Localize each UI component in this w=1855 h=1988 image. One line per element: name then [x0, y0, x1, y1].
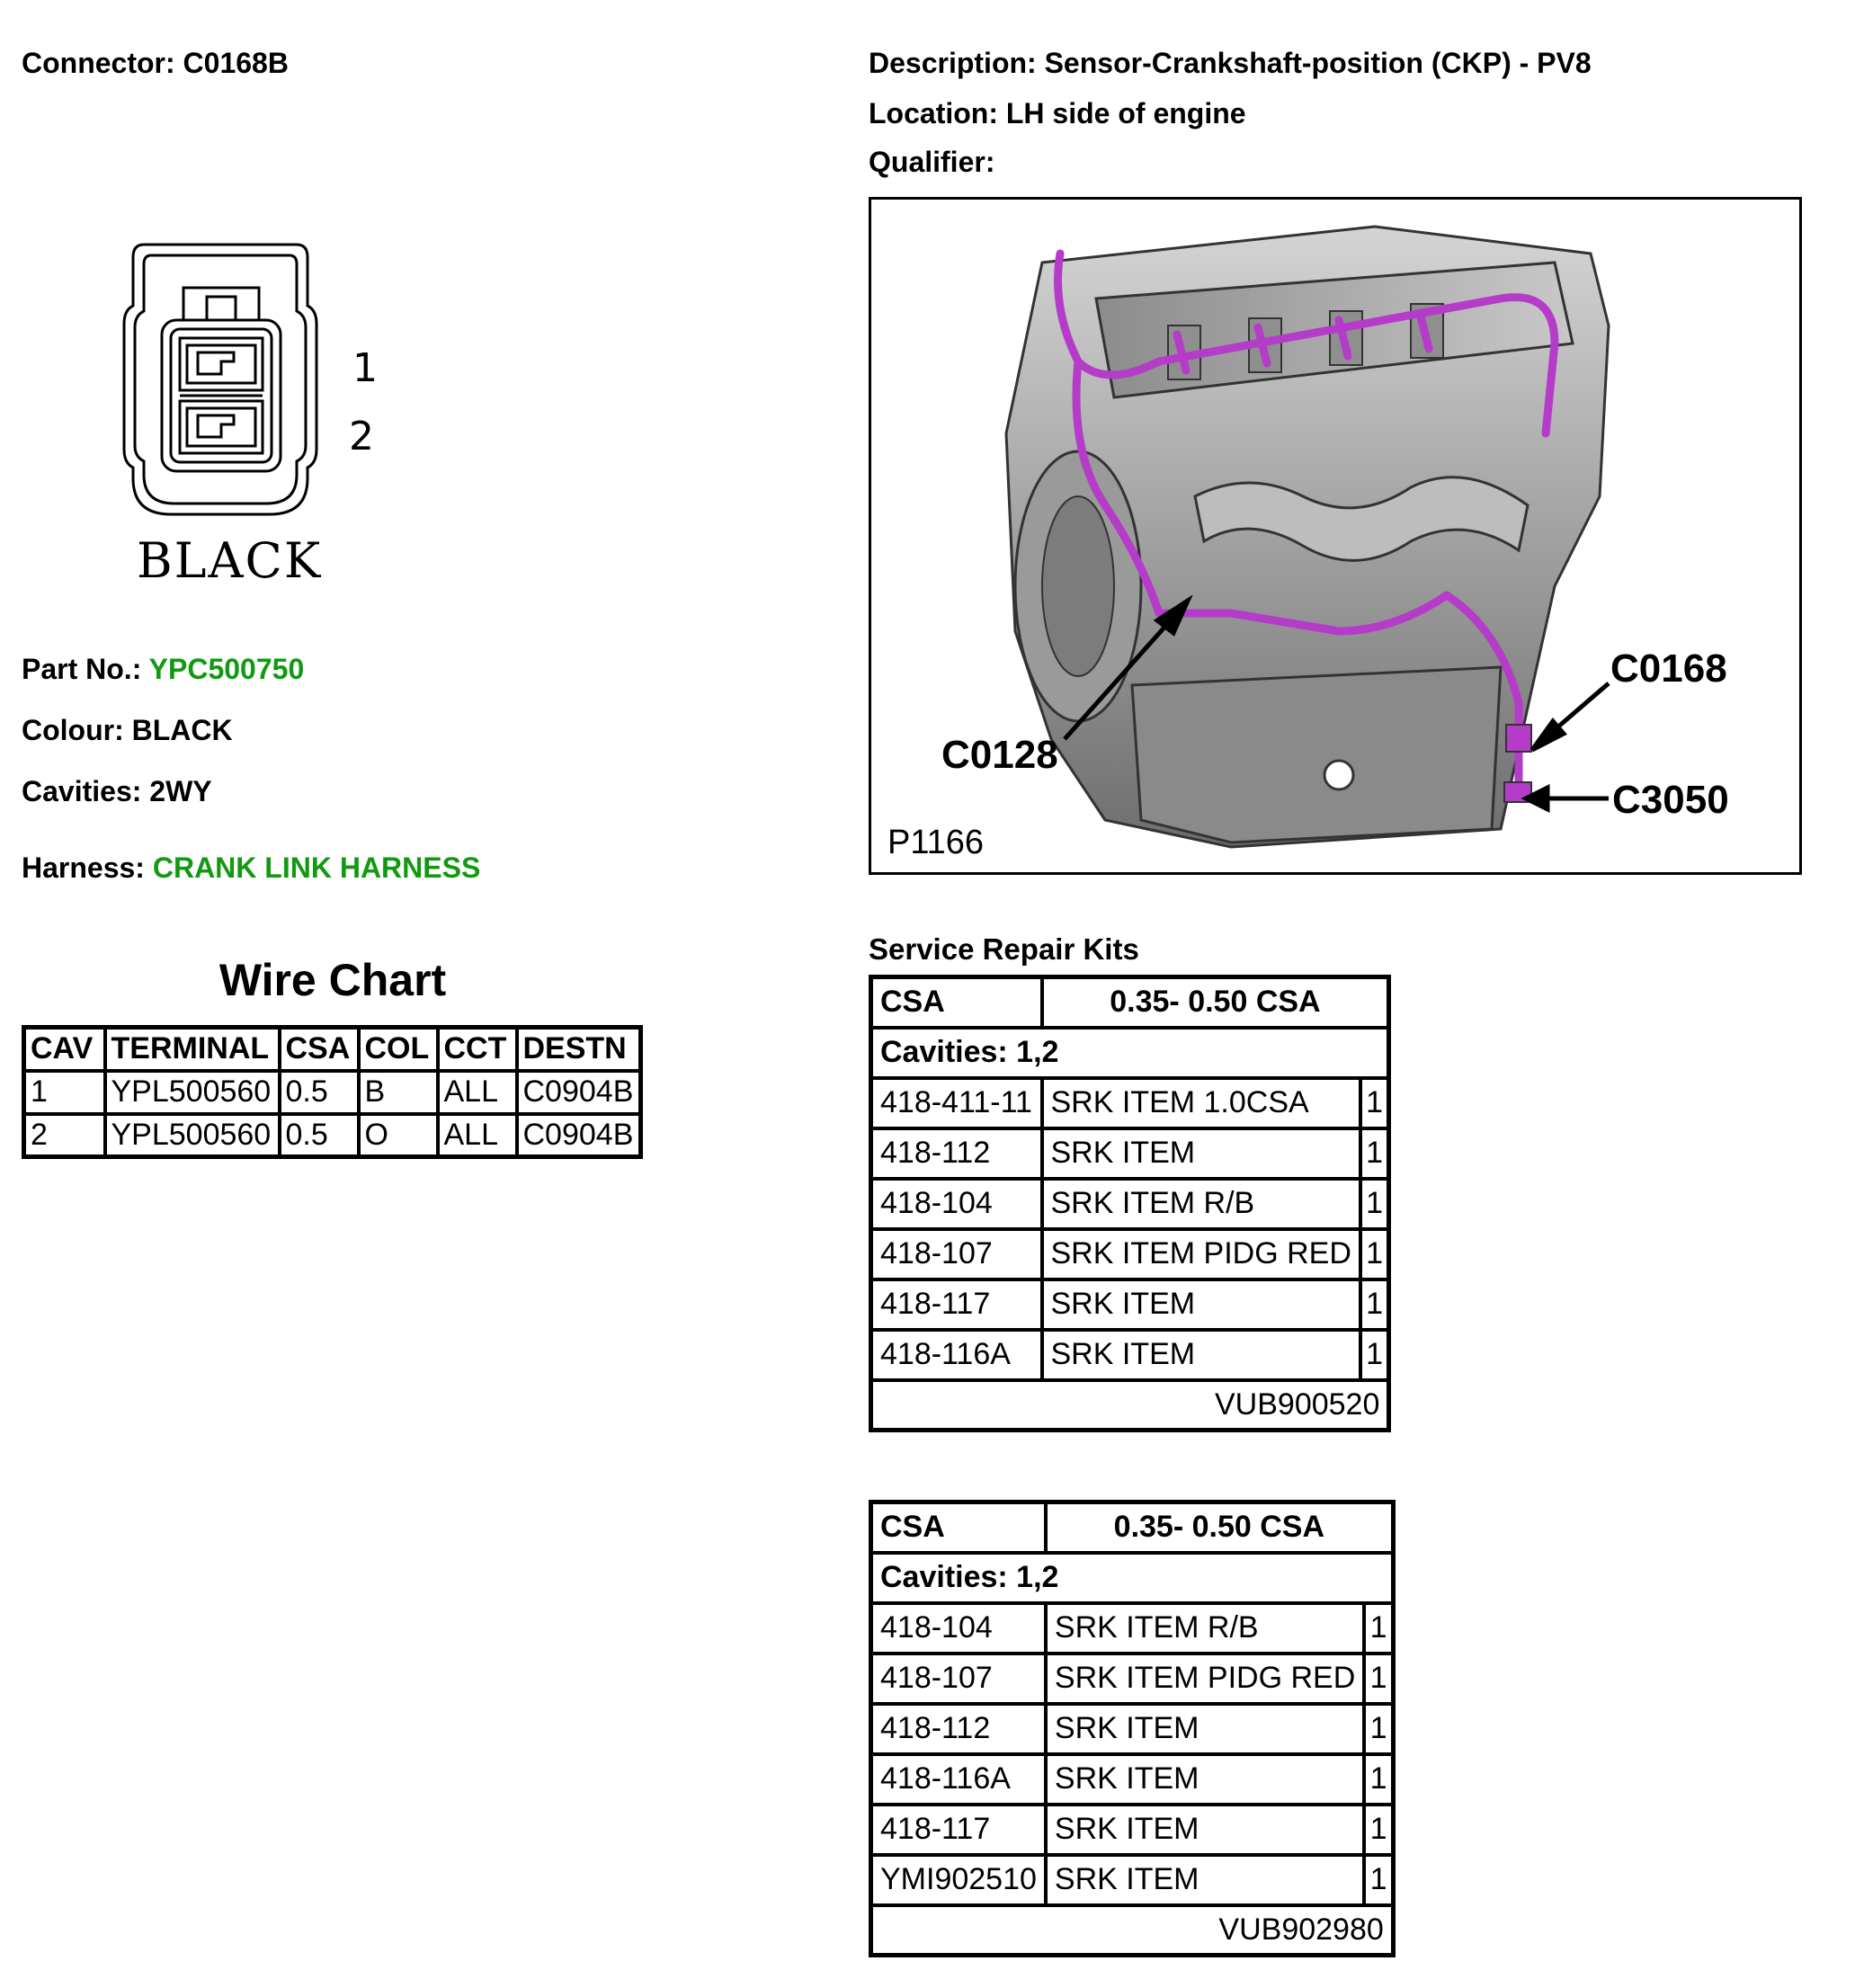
- table-row: [871, 1229, 1389, 1279]
- pin-2-number: 2: [349, 414, 374, 459]
- kit-item-qty: 1: [1364, 1754, 1393, 1805]
- wire-chart-table: [22, 1025, 643, 1159]
- cell-destn: C0904B: [517, 1071, 641, 1114]
- wire-chart-title: Wire Chart: [218, 955, 447, 1005]
- col-terminal: TERMINAL: [105, 1028, 280, 1071]
- kit-cavities: Cavities: 1,2: [871, 1028, 1389, 1078]
- location-line: [869, 95, 1246, 131]
- kit-item-desc: SRK ITEM: [1046, 1754, 1364, 1805]
- kit-item-qty: 1: [1364, 1654, 1393, 1704]
- kit-item-code: 418-411-11: [871, 1078, 1042, 1128]
- repair-kit-table-1: [869, 975, 1391, 1432]
- table-row: [871, 1654, 1394, 1704]
- kit-item-desc: SRK ITEM PIDG RED: [1046, 1654, 1364, 1704]
- repair-kit-table-2: [869, 1500, 1396, 1957]
- description-line: [869, 45, 1592, 81]
- col-destn: DESTN: [517, 1028, 641, 1071]
- cell-cct: ALL: [438, 1114, 517, 1157]
- col-cav: CAV: [24, 1028, 105, 1071]
- table-row: [871, 1855, 1394, 1905]
- kit-item-code: 418-117: [871, 1279, 1042, 1330]
- kit-item-desc: SRK ITEM: [1042, 1330, 1360, 1380]
- cell-cav: 1: [24, 1071, 105, 1114]
- harness-link[interactable]: CRANK LINK HARNESS: [152, 851, 481, 884]
- table-row: [871, 1279, 1389, 1330]
- kit-item-code: 418-116A: [871, 1330, 1042, 1380]
- colour-label: Colour:: [22, 714, 124, 746]
- kit-item-code: 418-117: [871, 1805, 1046, 1855]
- cavities-line: [22, 773, 212, 809]
- harness-label: Harness:: [22, 851, 145, 884]
- kit-item-desc: SRK ITEM R/B: [1046, 1603, 1364, 1654]
- part-number-line: [22, 651, 304, 687]
- col-csa: CSA: [280, 1028, 359, 1071]
- kit-item-code: 418-112: [871, 1128, 1042, 1179]
- image-id: P1166: [884, 824, 987, 862]
- location-value: LH side of engine: [1005, 97, 1246, 129]
- part-number-label: Part No.:: [22, 653, 142, 685]
- cell-csa: 0.5: [280, 1114, 359, 1157]
- table-row: [871, 1704, 1394, 1754]
- cell-cct: ALL: [438, 1071, 517, 1114]
- kit-item-qty: 1: [1360, 1279, 1389, 1330]
- csa-label: CSA: [871, 977, 1042, 1028]
- wire-chart-header-row: [24, 1028, 641, 1071]
- csa-label: CSA: [871, 1502, 1046, 1553]
- colour-line: [22, 712, 233, 748]
- cell-col: O: [359, 1114, 438, 1157]
- kit-item-desc: SRK ITEM: [1046, 1704, 1364, 1754]
- table-row: [871, 1754, 1394, 1805]
- kit-cavities-row: [871, 1553, 1394, 1603]
- table-row: [871, 1330, 1389, 1380]
- table-row: [871, 1078, 1389, 1128]
- harness-line: [22, 850, 480, 886]
- qualifier-line: [869, 144, 994, 180]
- cell-cav: 2: [24, 1114, 105, 1157]
- kit-item-qty: 1: [1364, 1704, 1393, 1754]
- kit-item-qty: 1: [1364, 1603, 1393, 1654]
- service-repair-kits-heading: Service Repair Kits: [869, 932, 1139, 966]
- kit-item-qty: 1: [1360, 1229, 1389, 1279]
- kit-item-qty: 1: [1364, 1855, 1393, 1905]
- callout-c0128: C0128: [941, 733, 1058, 777]
- description-label: Description:: [869, 47, 1037, 79]
- kit-item-qty: 1: [1360, 1330, 1389, 1380]
- engine-location-image: [869, 197, 1802, 875]
- kit-item-code: 418-116A: [871, 1754, 1046, 1805]
- kit-cavities: Cavities: 1,2: [871, 1553, 1394, 1603]
- cell-terminal: YPL500560: [105, 1071, 280, 1114]
- connector-label: Connector:: [22, 47, 175, 79]
- kit-item-code: 418-107: [871, 1654, 1046, 1704]
- kit-csa-row: [871, 1502, 1394, 1553]
- csa-value: 0.35- 0.50 CSA: [1042, 977, 1389, 1028]
- kit-item-desc: SRK ITEM PIDG RED: [1042, 1229, 1360, 1279]
- description-value: Sensor-Crankshaft-position (CKP) - PV8: [1044, 47, 1592, 79]
- pin-1-number: 1: [352, 345, 378, 391]
- kit-item-code: 418-104: [871, 1603, 1046, 1654]
- col-cct: CCT: [438, 1028, 517, 1071]
- kit-cavities-row: [871, 1028, 1389, 1078]
- connector-line: [22, 45, 289, 81]
- kit-reference: VUB900520: [871, 1380, 1389, 1431]
- connector-colour-caption: BLACK: [137, 532, 323, 589]
- table-row: [871, 1179, 1389, 1229]
- kit-item-qty: 1: [1360, 1128, 1389, 1179]
- kit-item-qty: 1: [1364, 1805, 1393, 1855]
- part-number-link[interactable]: YPC500750: [148, 653, 305, 685]
- cavities-label: Cavities:: [22, 775, 142, 807]
- cell-terminal: YPL500560: [105, 1114, 280, 1157]
- kit-item-qty: 1: [1360, 1078, 1389, 1128]
- cell-col: B: [359, 1071, 438, 1114]
- table-row: [871, 1603, 1394, 1654]
- connector-id: C0168B: [183, 47, 289, 79]
- location-label: Location:: [869, 97, 998, 129]
- kit-ref-row: [871, 1380, 1389, 1431]
- kit-item-code: YMI902510: [871, 1855, 1046, 1905]
- kit-item-code: 418-107: [871, 1229, 1042, 1279]
- kit-csa-row: [871, 977, 1389, 1028]
- table-row: [871, 1128, 1389, 1179]
- cell-csa: 0.5: [280, 1071, 359, 1114]
- col-col: COL: [359, 1028, 438, 1071]
- table-row: [871, 1805, 1394, 1855]
- qualifier-label: Qualifier:: [869, 146, 995, 178]
- colour-value: BLACK: [131, 714, 233, 746]
- callout-c3050: C3050: [1612, 778, 1729, 822]
- kit-ref-row: [871, 1905, 1394, 1956]
- kit-item-qty: 1: [1360, 1179, 1389, 1229]
- cavities-value: 2WY: [149, 775, 212, 807]
- callout-c0168: C0168: [1610, 646, 1727, 691]
- csa-value: 0.35- 0.50 CSA: [1046, 1502, 1393, 1553]
- kit-item-desc: SRK ITEM R/B: [1042, 1179, 1360, 1229]
- kit-item-code: 418-112: [871, 1704, 1046, 1754]
- kit-item-desc: SRK ITEM: [1046, 1855, 1364, 1905]
- cell-destn: C0904B: [517, 1114, 641, 1157]
- kit-item-desc: SRK ITEM: [1042, 1128, 1360, 1179]
- kit-item-desc: SRK ITEM 1.0CSA: [1042, 1078, 1360, 1128]
- table-row: [24, 1114, 641, 1157]
- kit-item-code: 418-104: [871, 1179, 1042, 1229]
- kit-item-desc: SRK ITEM: [1046, 1805, 1364, 1855]
- table-row: [24, 1071, 641, 1114]
- kit-item-desc: SRK ITEM: [1042, 1279, 1360, 1330]
- kit-reference: VUB902980: [871, 1905, 1394, 1956]
